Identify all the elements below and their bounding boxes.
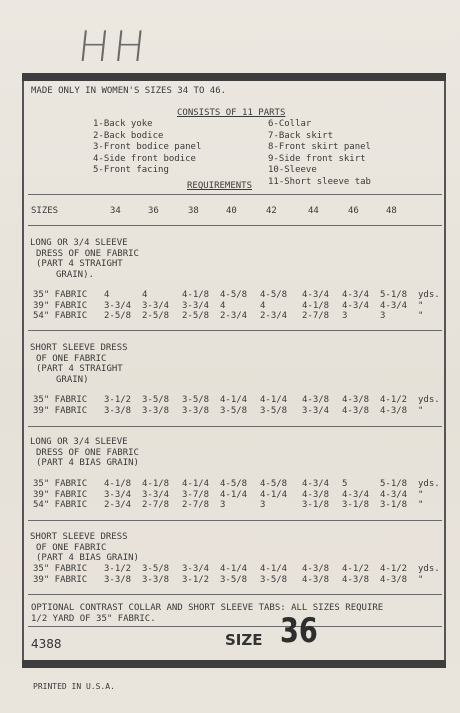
yardage-cell: 4-3/4	[302, 290, 330, 300]
size-header: 40	[226, 206, 237, 216]
size-value: 36	[280, 611, 318, 651]
yardage-cell: 3-3/4	[142, 300, 170, 311]
fabric-label: 35" FABRIC	[33, 479, 88, 489]
yardage-cell: 3-5/8	[220, 405, 248, 416]
yardage-cell: 2-3/4	[104, 500, 132, 510]
section-title-line: (PART 4 STRAIGHT	[36, 364, 123, 374]
yardage-cell: 4-3/4	[342, 489, 370, 500]
divider	[28, 330, 442, 331]
yardage-cell: 4-3/4	[302, 479, 330, 489]
requirements-header: REQUIREMENTS	[187, 181, 253, 191]
yardage-cell: 4-1/4	[260, 395, 288, 405]
yardage-cell: 4-1/8	[142, 479, 170, 489]
unit-label: yds.	[418, 395, 440, 405]
sizes-label: SIZES	[31, 206, 59, 216]
yardage-cell: 4-1/8	[302, 300, 330, 311]
section-title-line: SHORT SLEEVE DRESS	[30, 532, 128, 542]
yardage-cell: 3-3/8	[142, 574, 170, 585]
yardage-cell: 3-3/8	[104, 574, 132, 585]
fabric-label: 35" FABRIC	[33, 290, 88, 300]
unit-label: yds.	[418, 290, 440, 300]
yardage-cell: 4-3/8	[342, 574, 370, 585]
part-item: 8-Front skirt panel	[268, 142, 371, 152]
yardage-cell: 4-3/8	[380, 405, 408, 416]
fabric-label: 54" FABRIC	[33, 500, 88, 510]
yardage-cell: 4-3/4	[342, 290, 370, 300]
yardage-cell: 4-3/4	[342, 300, 370, 311]
unit-label: "	[418, 300, 424, 311]
part-item: 1-Back yoke	[93, 119, 153, 129]
bottom-rule	[22, 660, 446, 668]
yardage-cell: 4-1/4	[260, 489, 288, 500]
unit-label: "	[418, 574, 424, 585]
optional-note-line1: OPTIONAL CONTRAST COLLAR AND SHORT SLEEVE TABS: ALL SIZES REQUIRE	[31, 603, 384, 613]
yardage-cell: 3-5/8	[142, 564, 170, 574]
part-item: 5-Front facing	[93, 165, 169, 175]
unit-label: "	[418, 500, 424, 510]
yardage-cell: 4-3/4	[380, 300, 408, 311]
yardage-cell: 4-1/2	[380, 564, 408, 574]
part-item: 10-Sleeve	[268, 165, 317, 175]
fabric-label: 39" FABRIC	[33, 300, 88, 311]
yardage-cell: 4-5/8	[220, 290, 248, 300]
yardage-cell: 3-5/8	[182, 395, 210, 405]
size-header: 44	[308, 206, 319, 216]
yardage-cell: 2-7/8	[182, 500, 210, 510]
yardage-cell: 4	[220, 300, 226, 311]
yardage-cell: 3-3/4	[104, 489, 132, 500]
part-item: 4-Side front bodice	[93, 153, 196, 164]
section-title-line: OF ONE FABRIC	[36, 353, 107, 364]
yardage-cell: 3-1/2	[104, 395, 132, 405]
fabric-label: 54" FABRIC	[33, 311, 88, 321]
section-title-line: LONG OR 3/4 SLEEVE	[30, 437, 128, 447]
size-header: 42	[266, 206, 277, 216]
size-header: 36	[148, 206, 159, 216]
yardage-cell: 3-7/8	[182, 489, 210, 500]
yardage-cell: 2-7/8	[302, 311, 330, 321]
yardage-cell: 2-5/8	[182, 311, 210, 321]
divider	[28, 225, 442, 226]
yardage-cell: 4-1/4	[182, 479, 210, 489]
yardage-cell: 2-7/8	[142, 500, 170, 510]
size-header: 34	[110, 206, 121, 216]
yardage-cell: 4-1/4	[220, 395, 248, 405]
yardage-cell: 5-1/8	[380, 290, 408, 300]
unit-label: "	[418, 311, 424, 321]
unit-label: "	[418, 489, 424, 500]
yardage-cell: 3-3/4	[104, 300, 132, 311]
part-item: 6-Collar	[268, 119, 312, 129]
yardage-cell: 4-5/8	[260, 290, 288, 300]
yardage-cell: 4-1/4	[260, 564, 288, 574]
section-title-line: OF ONE FABRIC	[36, 542, 107, 553]
yardage-cell: 3-5/8	[142, 395, 170, 405]
yardage-cell: 3-5/8	[260, 405, 288, 416]
divider	[28, 594, 442, 595]
section-title-line: (PART 4 BIAS GRAIN)	[36, 458, 139, 468]
yardage-cell: 2-5/8	[142, 311, 170, 321]
yardage-cell: 4	[104, 290, 110, 300]
sizes-note: MADE ONLY IN WOMEN'S SIZES 34 TO 46.	[31, 86, 227, 96]
yardage-cell: 4-3/8	[380, 574, 408, 585]
yardage-cell: 3-5/8	[220, 574, 248, 585]
unit-label: yds.	[418, 479, 440, 489]
printed-in: PRINTED IN U.S.A.	[33, 682, 115, 691]
section-title-line: GRAIN).	[56, 269, 94, 280]
size-header: 46	[348, 206, 359, 216]
handwritten-mark: HH	[75, 22, 152, 71]
yardage-cell: 2-3/4	[260, 311, 288, 321]
part-item: 11-Short sleeve tab	[268, 176, 371, 187]
yardage-cell: 3-3/8	[182, 405, 210, 416]
yardage-cell: 4-3/8	[302, 564, 330, 574]
yardage-cell: 4-3/8	[302, 395, 330, 405]
part-item: 9-Side front skirt	[268, 153, 366, 164]
yardage-cell: 4-3/8	[342, 395, 370, 405]
yardage-cell: 4-1/4	[220, 564, 248, 574]
yardage-cell: 3-5/8	[260, 574, 288, 585]
section-title-line: (PART 4 STRAIGHT	[36, 259, 123, 269]
yardage-cell: 3-3/8	[104, 405, 132, 416]
top-rule	[22, 73, 446, 81]
section-title-line: SHORT SLEEVE DRESS	[30, 343, 128, 353]
part-item: 7-Back skirt	[268, 130, 334, 141]
consists-header: CONSISTS OF 11 PARTS	[177, 108, 286, 118]
optional-note-line2: 1/2 YARD OF 35" FABRIC.	[31, 614, 156, 624]
yardage-cell: 3-3/8	[142, 405, 170, 416]
yardage-cell: 2-3/4	[220, 311, 248, 321]
yardage-cell: 3-1/2	[104, 564, 132, 574]
fabric-label: 39" FABRIC	[33, 574, 88, 585]
yardage-cell: 3	[220, 500, 226, 510]
size-header: 38	[188, 206, 199, 216]
yardage-cell: 5-1/8	[380, 479, 408, 489]
yardage-cell: 4-1/8	[104, 479, 132, 489]
yardage-cell: 3-3/4	[142, 489, 170, 500]
size-header: 48	[386, 206, 397, 216]
yardage-cell: 3-1/8	[342, 500, 370, 510]
section-title-line: DRESS OF ONE FABRIC	[36, 248, 139, 259]
yardage-cell: 4-1/4	[220, 489, 248, 500]
yardage-cell: 3	[380, 311, 386, 321]
yardage-cell: 4-1/2	[342, 564, 370, 574]
yardage-cell: 4-1/2	[380, 395, 408, 405]
divider	[28, 520, 442, 521]
unit-label: yds.	[418, 564, 440, 574]
yardage-cell: 5	[342, 479, 348, 489]
unit-label: "	[418, 405, 424, 416]
yardage-cell: 4	[260, 300, 266, 311]
yardage-cell: 3-3/4	[182, 300, 210, 311]
fabric-label: 39" FABRIC	[33, 405, 88, 416]
divider	[28, 426, 442, 427]
yardage-cell: 4-1/8	[182, 290, 210, 300]
size-label: SIZE	[225, 631, 263, 649]
pattern-number: 4388	[31, 637, 62, 651]
yardage-cell: 4-5/8	[260, 479, 288, 489]
yardage-cell: 4-5/8	[220, 479, 248, 489]
yardage-cell: 3-1/8	[302, 500, 330, 510]
section-title-line: LONG OR 3/4 SLEEVE	[30, 238, 128, 248]
section-title-line: GRAIN)	[56, 374, 89, 385]
section-title-line: DRESS OF ONE FABRIC	[36, 447, 139, 458]
yardage-cell: 3	[260, 500, 266, 510]
yardage-cell: 3-1/8	[380, 500, 408, 510]
divider	[28, 194, 442, 195]
part-item: 2-Back bodice	[93, 130, 164, 141]
yardage-cell: 4-3/8	[342, 405, 370, 416]
yardage-cell: 4	[142, 290, 148, 300]
part-item: 3-Front bodice panel	[93, 142, 202, 152]
yardage-cell: 4-3/8	[302, 574, 330, 585]
fabric-label: 35" FABRIC	[33, 564, 88, 574]
yardage-cell: 3-3/4	[182, 564, 210, 574]
yardage-cell: 3	[342, 311, 348, 321]
divider	[28, 626, 442, 627]
yardage-cell: 3-1/2	[182, 574, 210, 585]
section-title-line: (PART 4 BIAS GRAIN)	[36, 553, 139, 563]
yardage-cell: 3-3/4	[302, 405, 330, 416]
fabric-label: 35" FABRIC	[33, 395, 88, 405]
yardage-cell: 4-3/8	[302, 489, 330, 500]
yardage-cell: 4-3/4	[380, 489, 408, 500]
yardage-cell: 2-5/8	[104, 311, 132, 321]
fabric-label: 39" FABRIC	[33, 489, 88, 500]
